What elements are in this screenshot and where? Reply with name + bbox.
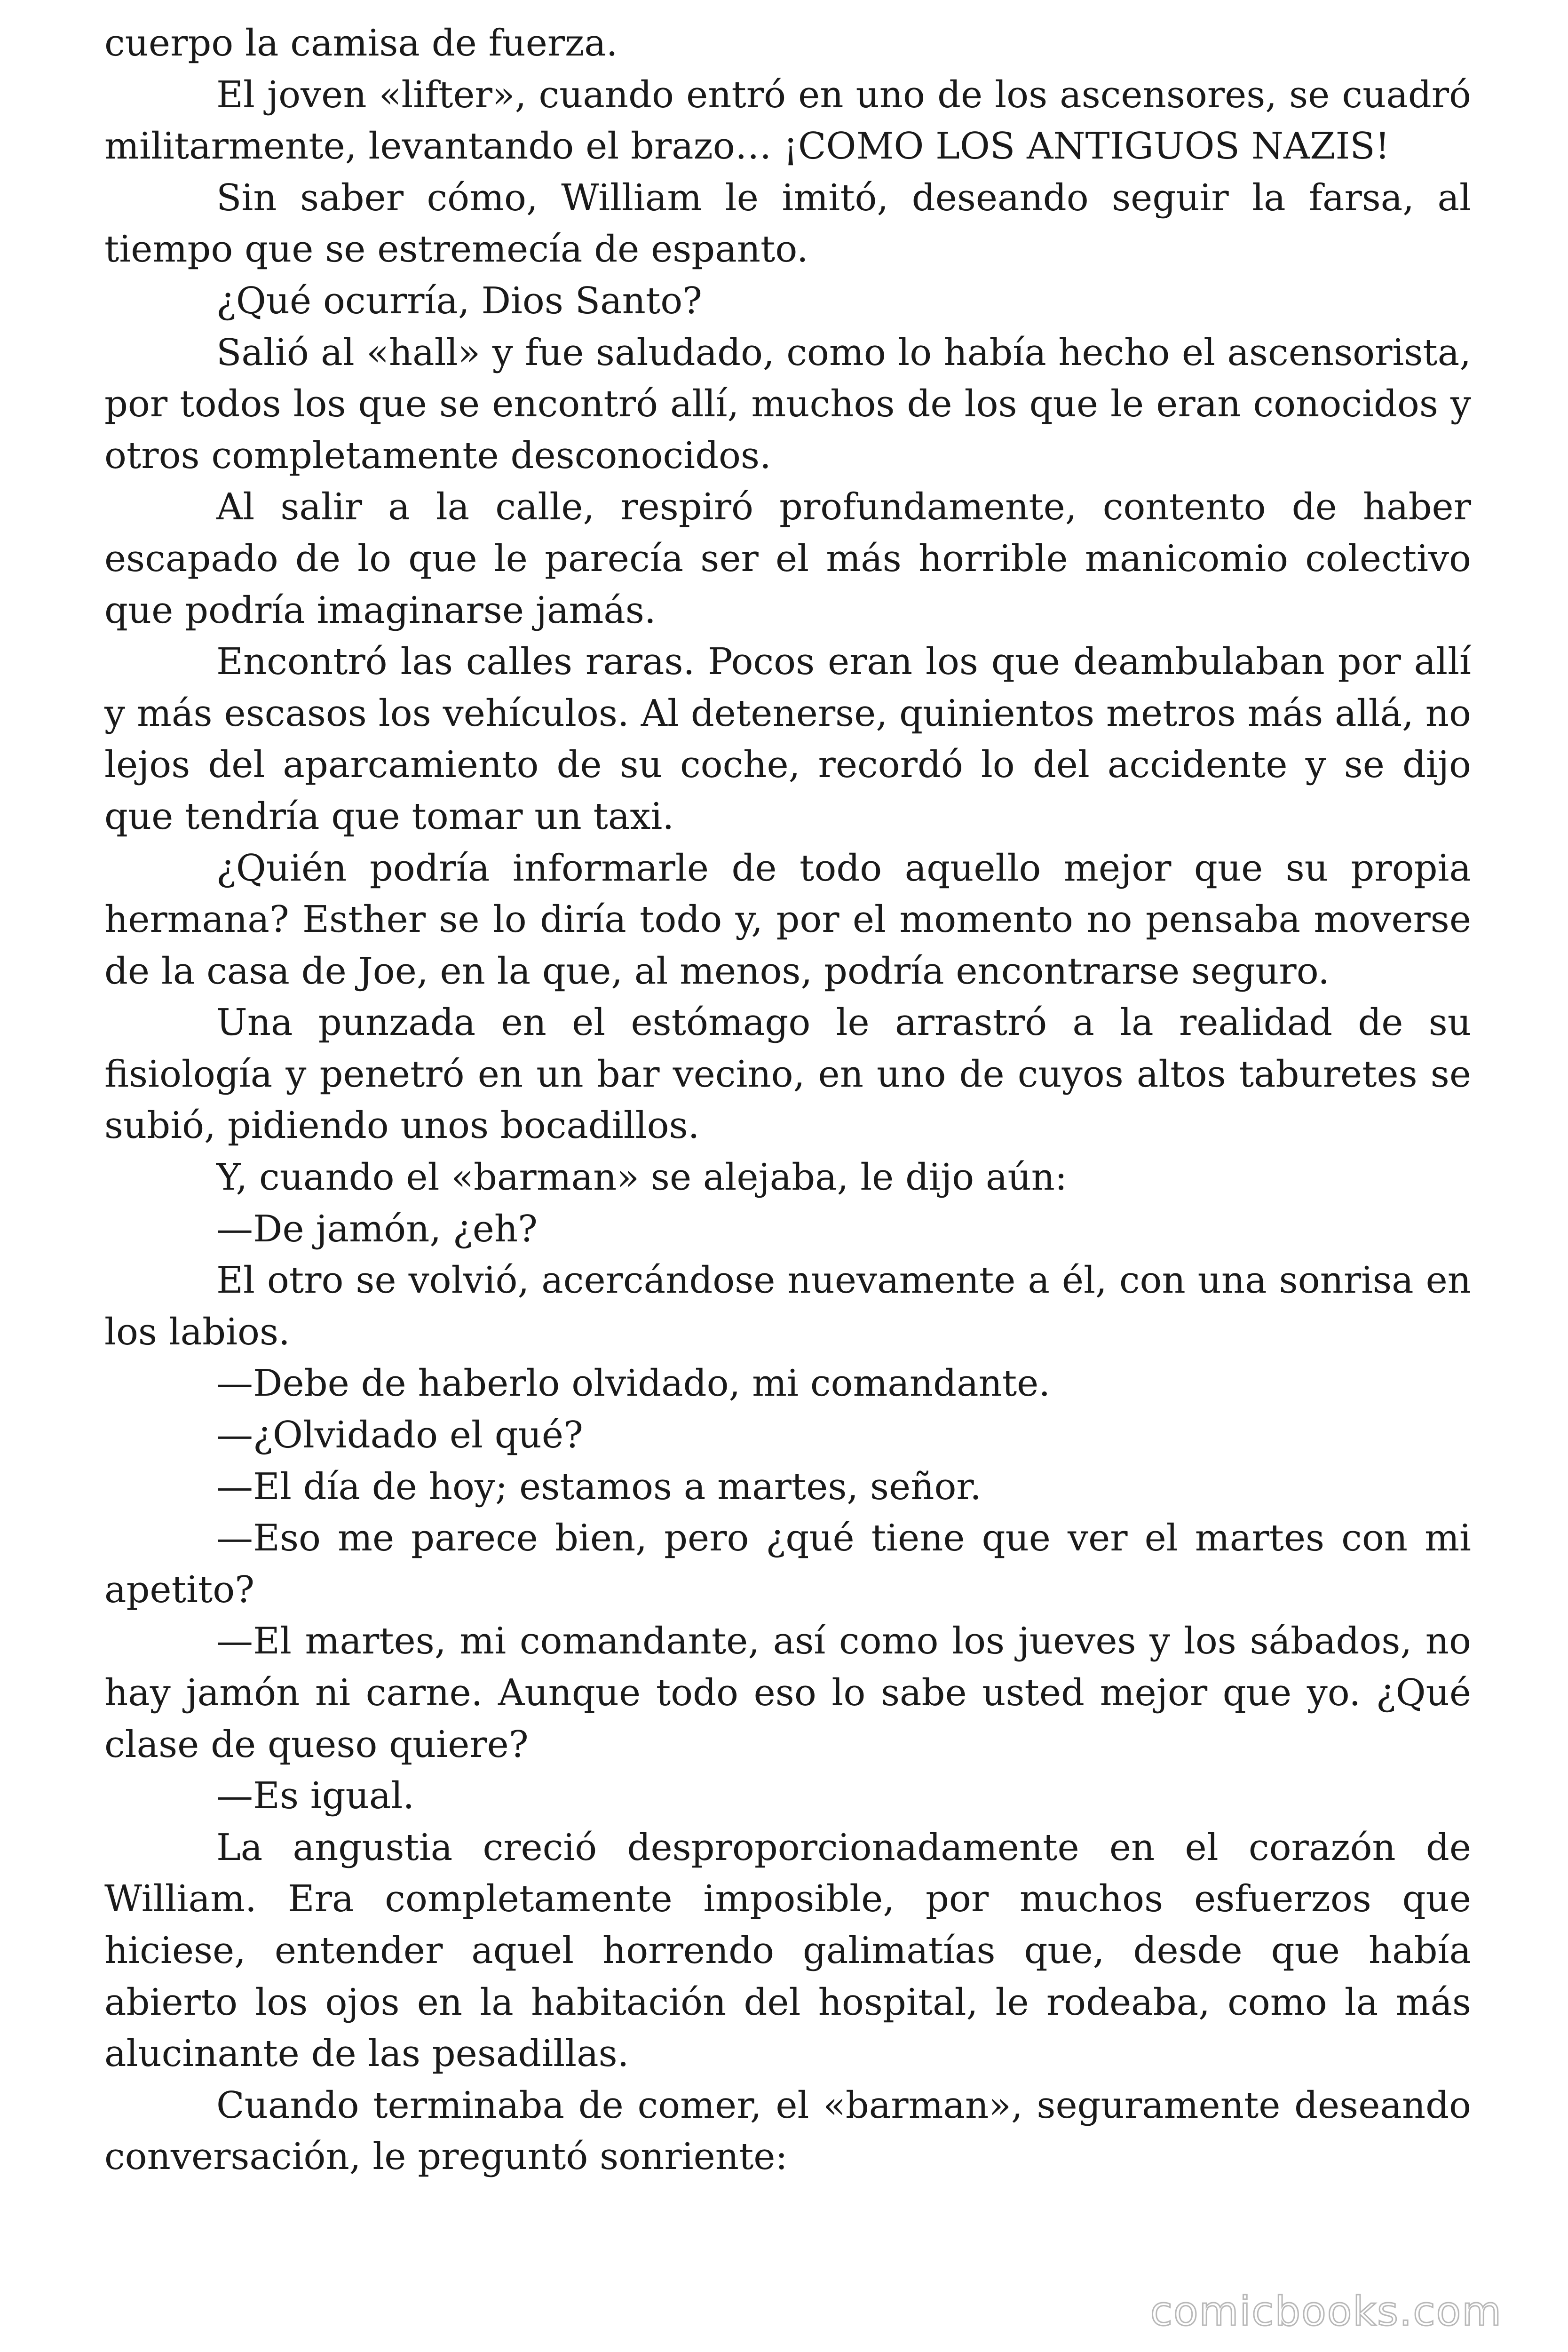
dialogue-line: —El martes, mi comandante, así como los jueves y los sábados, no hay jamón ni carne. Aunque todo eso lo sabe usted mejor que yo. ¿Qué clase de queso quiere? (104, 1620, 1471, 1766)
paragraph: El joven «lifter», cuando entró en uno de los ascensores, se cuadró militarmente, levantando el brazo… ¡COMO LOS ANTIGUOS NAZIS! (104, 73, 1471, 168)
paragraph: Una punzada en el estómago le arrastró a la realidad de su fisiología y penetró en un bar vecino, en uno de cuyos altos taburetes se subió, pidiendo unos bocadillos. (104, 1001, 1471, 1147)
paragraph: ¿Qué ocurría, Dios Santo? (216, 279, 703, 322)
book-page-text (104, 18, 1471, 2183)
paragraph: Al salir a la calle, respiró profundamente, contento de haber escapado de lo que le parecía ser el más horrible manicomio colectivo que podría imaginarse jamás. (104, 486, 1471, 632)
paragraph: El otro se volvió, acercándose nuevamente a él, con una sonrisa en los labios. (104, 1259, 1471, 1353)
paragraph: Cuando terminaba de comer, el «barman», seguramente deseando conversación, le preguntó sonriente: (104, 2084, 1471, 2178)
paragraph: Y, cuando el «barman» se alejaba, le dijo aún: (216, 1156, 1068, 1199)
paragraph: Encontró las calles raras. Pocos eran los que deambulaban por allí y más escasos los vehículos. Al detenerse, quinientos metros más allá, no lejos del aparcamiento de su coche, recordó lo del accidente y se dijo que tendría que tomar un taxi. (104, 641, 1471, 838)
paragraph: Salió al «hall» y fue saludado, como lo había hecho el ascensorista, por todos los que se encontró allí, muchos de los que le eran conocidos y otros completamente desconocidos. (104, 331, 1471, 477)
paragraph: La angustia creció desproporcionadamente en el corazón de William. Era completamente imposible, por muchos esfuerzos que hiciese, entender aquel horrendo galimatías que, desde que había abierto los ojos en la habitación del hospital, le rodeaba, como la más alucinante de las pesadillas. (104, 1826, 1471, 2075)
dialogue-line: —Debe de haberlo olvidado, mi comandante. (216, 1362, 1051, 1405)
dialogue-line: —El día de hoy; estamos a martes, señor. (216, 1465, 982, 1508)
dialogue-line: —¿Olvidado el qué? (216, 1414, 583, 1457)
dialogue-line: —Eso me parece bien, pero ¿qué tiene que ver el martes con mi apetito? (104, 1517, 1471, 1611)
paragraph: Sin saber cómo, William le imitó, deseando seguir la farsa, al tiempo que se estremecía de espanto. (104, 176, 1471, 271)
watermark: comicbooks.com (1150, 2288, 1502, 2335)
paragraph: ¿Quién podría informarle de todo aquello mejor que su propia hermana? Esther se lo diría todo y, por el momento no pensaba moverse de la casa de Joe, en la que, al menos, podría encontrarse seguro. (104, 847, 1471, 993)
dialogue-line: —Es igual. (216, 1775, 415, 1818)
dialogue-line: —De jamón, ¿eh? (216, 1208, 538, 1250)
paragraph: cuerpo la camisa de fuerza. (104, 22, 618, 64)
